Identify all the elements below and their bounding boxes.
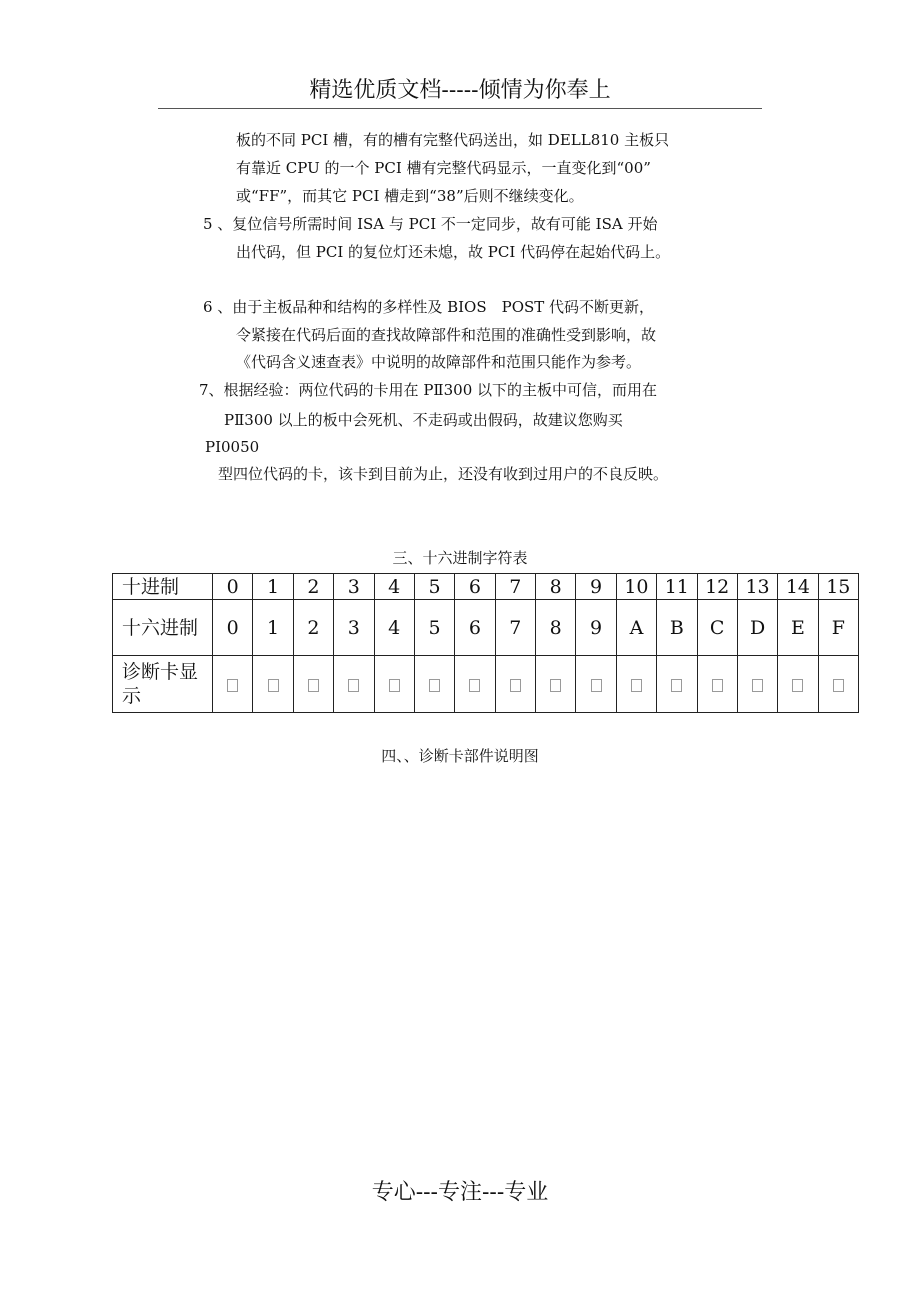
hex-cell: 1 (253, 600, 293, 656)
display-cell (495, 656, 535, 713)
body-line-10: PⅡ300 以上的板中会死机、不走码或出假码，故建议您购买 (224, 411, 623, 429)
hex-cell: B (657, 600, 697, 656)
header-divider (158, 108, 762, 109)
display-row-label: 诊断卡显示 (113, 656, 213, 713)
display-cell (253, 656, 293, 713)
display-cell (737, 656, 777, 713)
display-cell (778, 656, 818, 713)
hex-cell: C (697, 600, 737, 656)
body-line-2: 有靠近 CPU 的一个 PCI 槽有完整代码显示，一直变化到“00” (236, 159, 651, 177)
missing-glyph-icon (792, 679, 803, 692)
body-line-3: 或“FF”，而其它 PCI 槽走到“38”后则不继续变化。 (236, 187, 584, 205)
missing-glyph-icon (469, 679, 480, 692)
hex-cell: 8 (536, 600, 576, 656)
hex-cell: 3 (334, 600, 374, 656)
decimal-cell: 6 (455, 574, 495, 600)
decimal-cell: 7 (495, 574, 535, 600)
hex-cell: E (778, 600, 818, 656)
hex-cell: A (616, 600, 656, 656)
decimal-cell: 8 (536, 574, 576, 600)
missing-glyph-icon (550, 679, 561, 692)
display-cell (414, 656, 454, 713)
body-line-5: 出代码，但 PCI 的复位灯还未熄，故 PCI 代码停在起始代码上。 (236, 243, 671, 261)
display-cell (536, 656, 576, 713)
page-footer-text: 专心---专注---专业 (371, 1180, 549, 1205)
hex-row-label: 十六进制 (113, 600, 213, 656)
hex-cell: 5 (414, 600, 454, 656)
missing-glyph-icon (591, 679, 602, 692)
missing-glyph-icon (712, 679, 723, 692)
missing-glyph-icon (752, 679, 763, 692)
display-cell (697, 656, 737, 713)
hex-cell: 0 (213, 600, 253, 656)
hex-table-caption: 三、十六进制字符表 (392, 549, 528, 567)
hex-cell: D (737, 600, 777, 656)
decimal-cell: 11 (657, 574, 697, 600)
decimal-cell: 12 (697, 574, 737, 600)
page-header-title: 精选优质文档-----倾情为你奉上 (309, 78, 611, 103)
decimal-cell: 15 (818, 574, 858, 600)
display-row (113, 656, 859, 713)
display-cell (576, 656, 616, 713)
display-cell (616, 656, 656, 713)
hex-cell: F (818, 600, 858, 656)
decimal-cell: 13 (737, 574, 777, 600)
decimal-cell: 0 (213, 574, 253, 600)
hex-cell: 4 (374, 600, 414, 656)
hex-cell: 6 (455, 600, 495, 656)
body-line-7: 令紧接在代码后面的查找故障部件和范围的准确性受到影响，故 (236, 326, 657, 344)
body-line-4: 5 、复位信号所需时间 ISA 与 PCI 不一定同步，故有可能 ISA 开始 (203, 215, 658, 233)
hex-character-table (112, 573, 859, 713)
display-cell (455, 656, 495, 713)
decimal-row (113, 574, 859, 600)
missing-glyph-icon (268, 679, 279, 692)
missing-glyph-icon (348, 679, 359, 692)
body-line-6: 6 、由于主板品种和结构的多样性及 BIOS POST 代码不断更新， (203, 298, 655, 316)
hex-cell: 7 (495, 600, 535, 656)
decimal-cell: 5 (414, 574, 454, 600)
display-cell (657, 656, 697, 713)
body-line-11: PI0050 (205, 438, 260, 456)
decimal-cell: 4 (374, 574, 414, 600)
decimal-cell: 1 (253, 574, 293, 600)
missing-glyph-icon (389, 679, 400, 692)
decimal-cell: 9 (576, 574, 616, 600)
missing-glyph-icon (631, 679, 642, 692)
missing-glyph-icon (308, 679, 319, 692)
diagram-section-title: 四、、诊断卡部件说明图 (381, 747, 539, 765)
missing-glyph-icon (429, 679, 440, 692)
body-line-1: 板的不同 PCI 槽，有的槽有完整代码送出，如 DELL810 主板只 (236, 131, 670, 149)
hex-cell: 2 (293, 600, 333, 656)
missing-glyph-icon (671, 679, 682, 692)
display-cell (334, 656, 374, 713)
display-cell (293, 656, 333, 713)
decimal-cell: 14 (778, 574, 818, 600)
body-line-8: 《代码含义速查表》中说明的故障部件和范围只能作为参考。 (236, 353, 642, 371)
hex-row (113, 600, 859, 656)
missing-glyph-icon (227, 679, 238, 692)
missing-glyph-icon (510, 679, 521, 692)
decimal-row-label: 十进制 (113, 574, 213, 600)
decimal-cell: 2 (293, 574, 333, 600)
decimal-cell: 3 (334, 574, 374, 600)
missing-glyph-icon (833, 679, 844, 692)
decimal-cell: 10 (616, 574, 656, 600)
body-line-12: 型四位代码的卡，该卡到目前为止，还没有收到过用户的不良反映。 (218, 465, 669, 483)
body-line-9: 7、根据经验：两位代码的卡用在 PⅡ300 以下的主板中可信，而用在 (199, 381, 658, 399)
display-cell (213, 656, 253, 713)
display-cell (374, 656, 414, 713)
display-cell (818, 656, 858, 713)
hex-cell: 9 (576, 600, 616, 656)
